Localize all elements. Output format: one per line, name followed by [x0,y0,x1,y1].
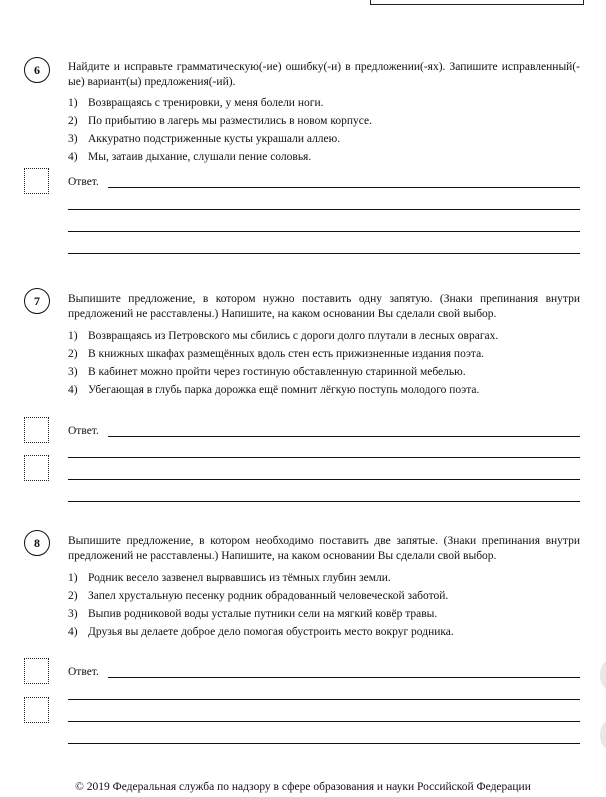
option-item: 1) Возвращаясь с тренировки, у меня болели ноги. [68,97,324,109]
page-edge-shadow [600,720,606,750]
question-stem: Выпишите предложение, в котором необходимо поставить две запятые. (Знаки препинания внутри предложений не расставлены.) Напишите, на каком основании Вы сделали свой выбор. [68,535,580,562]
options-list [68,569,580,641]
answer-label: Ответ. [68,666,99,678]
option-item: 1) Родник весело зазвенел вырвавшись из тёмных глубин земли. [68,572,391,584]
option-item: 3) Аккуратно подстриженные кусты украшали аллею. [68,133,341,145]
answer-line[interactable] [108,677,580,678]
options-list [68,327,580,399]
answer-line[interactable] [108,187,580,188]
question-number-8: 8 [24,530,50,556]
answer-label: Ответ. [68,176,99,188]
option-item: 2) По прибытию в лагерь мы разместились в новом корпусе. [68,115,372,127]
option-item: 4) Убегающая в глубь парка дорожка ещё помнит лёгкую поступь молодого поэта. [68,384,480,396]
question-6 [68,60,580,166]
answer-score-box[interactable] [24,168,49,194]
question-number-6: 6 [24,57,50,83]
option-item: 2) В книжных шкафах размещённых вдоль стен есть прижизненные издания поэта. [68,348,485,360]
answer-score-box[interactable] [24,658,49,684]
option-item: 4) Мы, затаив дыхание, слушали пение соловья. [68,151,312,163]
answer-line[interactable] [68,699,580,700]
options-list [68,94,580,166]
option-item: 3) В кабинет можно пройти через гостиную обставленную старинной мебелью. [68,366,466,378]
answer-line[interactable] [68,209,580,210]
copyright-footer: © 2019 Федеральная служба по надзору в сфере образования и науки Российской Федерации [75,781,531,793]
answer-score-box[interactable] [24,697,49,723]
question-8 [68,534,580,641]
option-item: 1) Возвращаясь из Петровского мы сбились с дороги долго плутали в лесных оврагах. [68,330,499,342]
answer-line[interactable] [68,457,580,458]
answer-line[interactable] [108,436,580,437]
question-stem: Найдите и исправьте грамматическую(-ие) ошибку(-и) в предложении(-ях). Запишите исправленный(-ые) вариант(ы) предложения(-ий). [68,61,580,88]
cut-off-answer-box [370,0,584,5]
answer-score-box[interactable] [24,455,49,481]
answer-line[interactable] [68,743,580,744]
answer-line[interactable] [68,253,580,254]
question-7 [68,292,580,399]
option-item: 3) Выпив родниковой воды усталые путники сели на мягкий ковёр травы. [68,608,438,620]
answer-line[interactable] [68,479,580,480]
answer-line[interactable] [68,501,580,502]
page-edge-shadow [600,660,606,690]
question-stem: Выпишите предложение, в котором нужно поставить одну запятую. (Знаки препинания внутри предложений не расставлены.) Напишите, на каком основании Вы сделали свой выбор. [68,293,580,320]
previous-page-stub [0,0,606,8]
answer-label: Ответ. [68,425,99,437]
answer-line[interactable] [68,231,580,232]
option-item: 2) Запел хрустальную песенку родник обрадованный человеческой заботой. [68,590,449,602]
answer-score-box[interactable] [24,417,49,443]
question-number-7: 7 [24,288,50,314]
answer-line[interactable] [68,721,580,722]
option-item: 4) Друзья вы делаете доброе дело помогая обустроить место вокруг родника. [68,626,454,638]
